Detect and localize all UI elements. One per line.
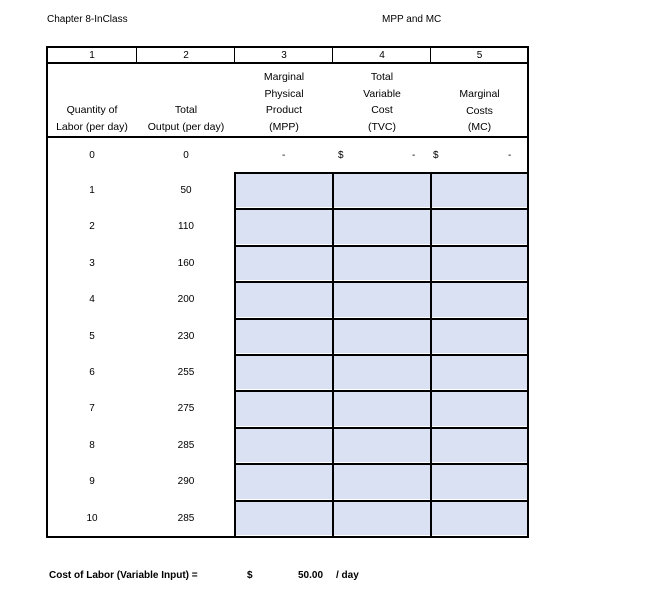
col-number-5: 5 (476, 50, 483, 61)
labor-cost-currency: $ (247, 570, 253, 581)
row-divider (234, 318, 527, 320)
labor-value: 2 (89, 221, 95, 233)
col-number-3: 3 (281, 50, 287, 61)
header-divider (46, 62, 529, 64)
labor-value-0: 0 (89, 150, 95, 161)
output-value-0: 0 (183, 150, 189, 161)
labor-cost-value: 50.00 (298, 570, 324, 581)
labor-value: 7 (89, 403, 95, 415)
output-value: 285 (177, 512, 195, 524)
labor-value: 1 (89, 185, 95, 196)
row-divider (234, 208, 527, 210)
labor-value: 3 (89, 257, 95, 269)
sheet-subtitle: MPP and MC (382, 14, 442, 25)
mpp-value-0: - (282, 150, 286, 161)
row-divider (234, 463, 527, 465)
header-bottom-divider (46, 136, 529, 138)
labor-value: 8 (89, 439, 95, 451)
colnum-divider-4 (430, 46, 431, 64)
col-header-tvc: Total Variable Cost (TVC) (363, 71, 401, 133)
output-value: 290 (177, 476, 195, 488)
row-divider (234, 390, 527, 392)
col-header-output: Total Output (per day) (147, 104, 225, 133)
col-number-4: 4 (379, 50, 385, 61)
row-divider (234, 427, 527, 429)
tvc-currency-symbol: $ (338, 150, 344, 161)
labor-value: 6 (89, 367, 95, 378)
labor-cost-label: Cost of Labor (Variable Input) = (49, 570, 198, 581)
labor-value: 5 (89, 330, 95, 342)
colnum-divider-1 (136, 46, 137, 64)
tvc-value-0: - (412, 150, 416, 161)
colnum-divider-2 (234, 46, 235, 64)
col-header-mc: Marginal Costs (MC) (459, 88, 500, 133)
labor-value: 9 (89, 476, 95, 488)
col-number-2: 2 (183, 50, 189, 61)
output-value: 110 (178, 221, 194, 233)
output-value: 275 (177, 403, 195, 415)
col-header-labor: Quantity of Labor (per day) (56, 104, 128, 133)
labor-value: 4 (89, 294, 95, 306)
labor-value: 10 (86, 512, 98, 524)
output-value: 230 (177, 330, 195, 342)
output-value: 160 (177, 257, 195, 269)
output-value: 285 (177, 439, 195, 451)
output-value: 255 (177, 367, 195, 378)
row-divider (234, 245, 527, 247)
labor-cost-unit: / day (336, 570, 359, 581)
col-number-1: 1 (89, 50, 95, 61)
data-table (46, 46, 529, 538)
row-divider (234, 172, 527, 174)
output-value: 200 (177, 294, 195, 306)
sheet-title: Chapter 8-InClass (47, 14, 128, 25)
row-divider (234, 500, 527, 502)
row-divider (234, 354, 527, 356)
col-header-mpp: Marginal Physical Product (MPP) (263, 71, 305, 133)
row-divider (234, 281, 527, 283)
mc-value-0: - (508, 150, 512, 161)
colnum-divider-3 (332, 46, 333, 64)
mc-currency-symbol: $ (433, 150, 439, 161)
output-value: 50 (180, 185, 192, 196)
